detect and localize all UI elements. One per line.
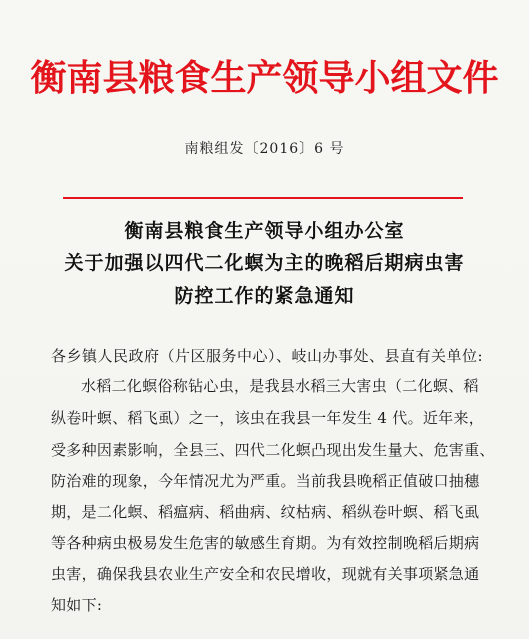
notice-title-line-2: 关于加强以四代二化螟为主的晚稻后期病虫害 (64, 252, 465, 274)
red-divider-rule (63, 197, 463, 199)
body-line-5: 期，是二化螟、稻瘟病、稻曲病、纹枯病、稻纵卷叶螟、稻飞虱 (51, 503, 480, 521)
body-line-7: 虫害，确保我县农业生产安全和农民增收，现就有关事项紧急通 (51, 565, 480, 583)
body-line-8: 知如下: (51, 596, 103, 614)
body-line-3: 受多种因素影响，全县三、四代二化螟凸现出发生量大、危害重、 (51, 441, 495, 459)
document-header-title: 衡南县粮食生产领导小组文件 (30, 57, 499, 99)
body-line-2: 纵卷叶螟、稻飞虱）之一，该虫在我县一年发生 4 代。近年来， (51, 409, 485, 427)
body-line-4: 防治难的现象，今年情况尤为严重。当前我县晚稻正值破口抽穗 (51, 472, 480, 490)
salutation: 各乡镇人民政府（片区服务中心）、岐山办事处、县直有关单位: (51, 347, 484, 365)
notice-title-line-1: 衡南县粮食生产领导小组办公室 (124, 220, 405, 242)
notice-title-line-3: 防控工作的紧急通知 (174, 285, 355, 307)
body-line-1: 水稻二化螟俗称钻心虫，是我县水稻三大害虫（二化螟、稻 (81, 377, 479, 395)
document-number: 南粮组发〔2016〕6 号 (184, 141, 345, 157)
body-line-6: 等各种病虫极易发生危害的敏感生育期。为有效控制晚稻后期病 (51, 534, 480, 552)
